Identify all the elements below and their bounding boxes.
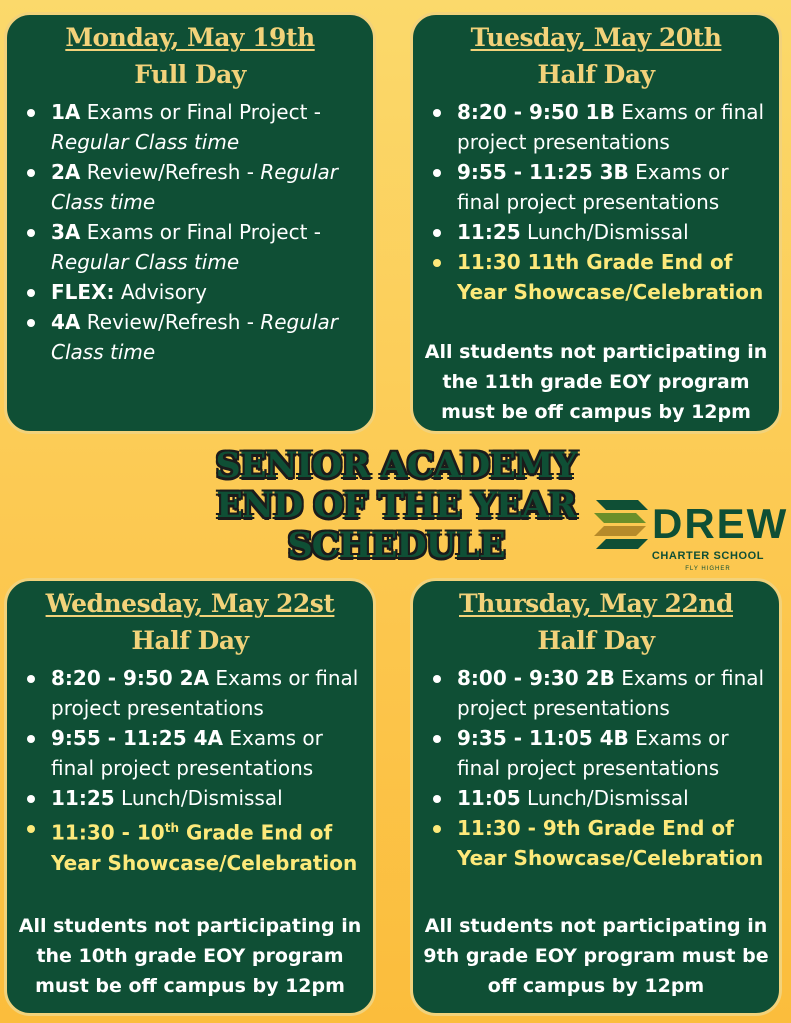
logo-tagline: FLY HIGHER [685,566,731,572]
list-item: 4A Review/Refresh - Regular Class time [51,307,365,367]
list-item: 8:20 - 9:50 1B Exams or final project presentations [457,97,771,157]
list-item: 9:35 - 11:05 4B Exams or final project presentations [457,723,771,783]
list-item: 9:55 - 11:25 4A Exams or final project presentations [51,723,365,783]
stripes-logo-icon [592,496,650,552]
list-item: 11:05 Lunch/Dismissal [457,783,771,813]
monday-list [7,97,373,367]
monday-subtitle: Full Day [134,60,246,89]
drew-logo [592,494,789,580]
tuesday-card [410,12,782,434]
tuesday-title: Tuesday, May 20th [470,23,722,52]
list-item: 11:25 Lunch/Dismissal [457,217,771,247]
tuesday-note: All students not participating in the 11th grade EOY program must be off campus by 12pm [424,341,768,423]
title-line-1: SENIOR ACADEMY [215,445,577,486]
monday-title: Monday, May 19th [65,23,315,52]
celebration-item: 11:30 11th Grade End of Year Showcase/Celebration [457,247,771,307]
wednesday-list [7,663,373,878]
wednesday-card [4,578,376,1016]
page-title [180,446,612,566]
thursday-note: All students not participating in 9th grade EOY program must be off campus by 12pm [423,915,769,997]
list-item: FLEX: Advisory [51,277,365,307]
list-item: 11:25 Lunch/Dismissal [51,783,365,813]
list-item: 8:20 - 9:50 2A Exams or final project presentations [51,663,365,723]
wednesday-title: Wednesday, May 22st [45,589,335,618]
thursday-card [410,578,782,1016]
monday-card [4,12,376,434]
list-item: 9:55 - 11:25 3B Exams or final project presentations [457,157,771,217]
title-line-2: END OF THE YEAR [216,485,576,526]
thursday-subtitle: Half Day [537,626,655,655]
tuesday-subtitle: Half Day [537,60,655,89]
logo-subtitle: CHARTER SCHOOL [651,550,765,562]
list-item: 3A Exams or Final Project - Regular Class time [51,217,365,277]
logo-wordmark: DREW [652,500,789,547]
title-line-3: SCHEDULE [287,525,505,566]
tuesday-list [413,97,779,307]
list-item: 1A Exams or Final Project - Regular Class time [51,97,365,157]
list-item: 2A Review/Refresh - Regular Class time [51,157,365,217]
thursday-title: Thursday, May 22nd [459,589,733,618]
wednesday-note: All students not participating in the 10th grade EOY program must be off campus by 12pm [18,915,362,997]
thursday-list [413,663,779,873]
celebration-item: 11:30 - 10th Grade End of Year Showcase/Celebration [51,813,365,878]
celebration-item: 11:30 - 9th Grade End of Year Showcase/Celebration [457,813,771,873]
list-item: 8:00 - 9:30 2B Exams or final project presentations [457,663,771,723]
wednesday-subtitle: Half Day [131,626,249,655]
